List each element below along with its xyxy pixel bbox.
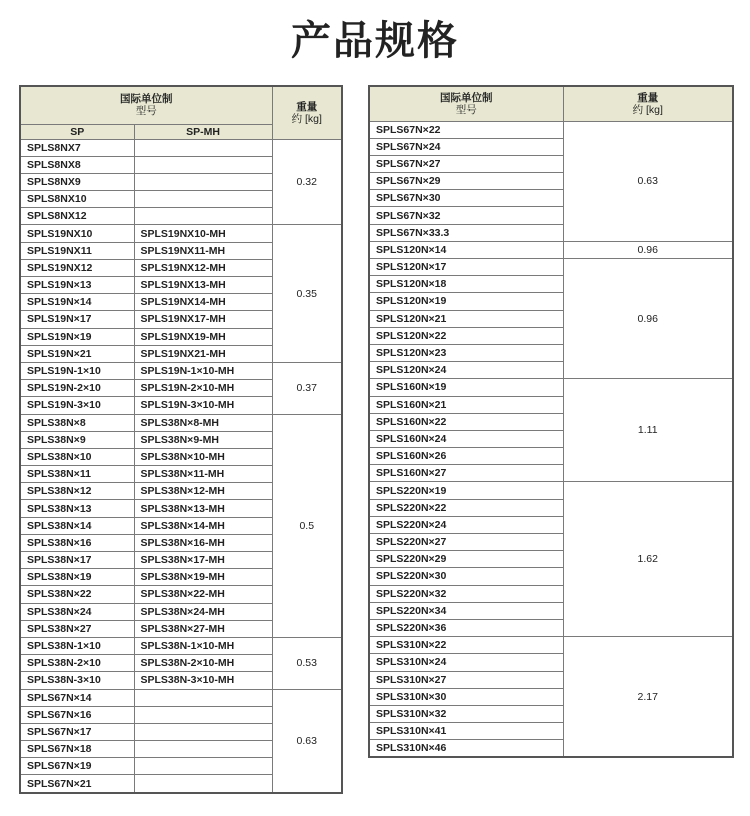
model-cell: SPLS120N×23 xyxy=(369,344,563,361)
sp-model-cell: SPLS38N×24 xyxy=(20,603,134,620)
spmh-model-cell: SPLS38N-1×10-MH xyxy=(134,637,272,654)
weight-cell: 0.32 xyxy=(272,139,342,225)
sp-model-cell: SPLS38N×13 xyxy=(20,500,134,517)
weight-header-right-line1: 重量 xyxy=(637,91,659,104)
model-cell: SPLS120N×14 xyxy=(369,241,563,258)
model-cell: SPLS120N×18 xyxy=(369,276,563,293)
table-row xyxy=(20,362,342,379)
weight-cell: 0.35 xyxy=(272,225,342,363)
spmh-model-cell: SPLS19NX21-MH xyxy=(134,345,272,362)
spmh-model-cell: SPLS38N×10-MH xyxy=(134,448,272,465)
table-row xyxy=(369,637,733,654)
weight-cell: 0.37 xyxy=(272,362,342,414)
weight-cell: 0.96 xyxy=(563,241,733,258)
spmh-model-cell xyxy=(134,758,272,775)
weight-header-right-line2: 约 [kg] xyxy=(632,103,663,116)
spmh-model-cell: SPLS38N×17-MH xyxy=(134,552,272,569)
sp-model-cell: SPLS8NX10 xyxy=(20,191,134,208)
spmh-model-cell xyxy=(134,156,272,173)
spmh-model-cell xyxy=(134,208,272,225)
sp-model-cell: SPLS38N-1×10 xyxy=(20,637,134,654)
spmh-model-cell xyxy=(134,706,272,723)
sp-model-cell: SPLS38N×12 xyxy=(20,483,134,500)
model-cell: SPLS160N×22 xyxy=(369,413,563,430)
table-row xyxy=(369,121,733,138)
model-cell: SPLS67N×29 xyxy=(369,173,563,190)
table-row xyxy=(20,689,342,706)
model-cell: SPLS220N×22 xyxy=(369,499,563,516)
spmh-model-cell: SPLS38N×19-MH xyxy=(134,569,272,586)
sp-model-cell: SPLS19N×17 xyxy=(20,311,134,328)
model-cell: SPLS220N×27 xyxy=(369,534,563,551)
spmh-model-cell: SPLS38N-3×10-MH xyxy=(134,672,272,689)
model-cell: SPLS67N×33.3 xyxy=(369,224,563,241)
col-sp-header: SP xyxy=(20,124,134,139)
sp-model-cell: SPLS8NX12 xyxy=(20,208,134,225)
spmh-model-cell: SPLS19N-1×10-MH xyxy=(134,362,272,379)
sp-model-cell: SPLS38N×14 xyxy=(20,517,134,534)
model-cell: SPLS160N×27 xyxy=(369,465,563,482)
sp-model-cell: SPLS38N×27 xyxy=(20,620,134,637)
spmh-model-cell xyxy=(134,139,272,156)
model-cell: SPLS120N×22 xyxy=(369,327,563,344)
sp-model-cell: SPLS19NX11 xyxy=(20,242,134,259)
sp-model-cell: SPLS19N×13 xyxy=(20,277,134,294)
model-cell: SPLS310N×41 xyxy=(369,723,563,740)
sp-model-cell: SPLS19N×21 xyxy=(20,345,134,362)
spmh-model-cell: SPLS19NX14-MH xyxy=(134,294,272,311)
model-cell: SPLS310N×24 xyxy=(369,654,563,671)
model-cell: SPLS120N×24 xyxy=(369,362,563,379)
sp-model-cell: SPLS38N×19 xyxy=(20,569,134,586)
sp-model-cell: SPLS38N×10 xyxy=(20,448,134,465)
spmh-model-cell: SPLS19NX19-MH xyxy=(134,328,272,345)
model-cell: SPLS67N×30 xyxy=(369,190,563,207)
sp-model-cell: SPLS67N×14 xyxy=(20,689,134,706)
sp-model-cell: SPLS67N×19 xyxy=(20,758,134,775)
weight-header xyxy=(272,86,342,139)
sp-model-cell: SPLS19NX10 xyxy=(20,225,134,242)
spmh-model-cell: SPLS38N×16-MH xyxy=(134,534,272,551)
sp-model-cell: SPLS67N×18 xyxy=(20,741,134,758)
model-cell: SPLS120N×17 xyxy=(369,259,563,276)
sp-model-cell: SPLS38N×16 xyxy=(20,534,134,551)
model-cell: SPLS220N×32 xyxy=(369,585,563,602)
model-cell: SPLS120N×19 xyxy=(369,293,563,310)
sp-model-cell: SPLS67N×17 xyxy=(20,723,134,740)
sp-model-cell: SPLS67N×16 xyxy=(20,706,134,723)
model-cell: SPLS67N×27 xyxy=(369,155,563,172)
weight-header-right xyxy=(563,86,733,121)
weight-cell: 0.53 xyxy=(272,637,342,689)
sp-model-cell: SPLS38N×17 xyxy=(20,552,134,569)
spmh-model-cell: SPLS38N×24-MH xyxy=(134,603,272,620)
spmh-model-cell xyxy=(134,173,272,190)
model-cell: SPLS310N×27 xyxy=(369,671,563,688)
spmh-model-cell: SPLS19NX11-MH xyxy=(134,242,272,259)
weight-header-line1: 重量 xyxy=(296,100,318,113)
sp-model-cell: SPLS19N-3×10 xyxy=(20,397,134,414)
unit-header-right-line2: 型号 xyxy=(455,103,477,116)
model-cell: SPLS120N×21 xyxy=(369,310,563,327)
spmh-model-cell: SPLS38N×13-MH xyxy=(134,500,272,517)
model-cell: SPLS220N×24 xyxy=(369,516,563,533)
model-cell: SPLS310N×46 xyxy=(369,740,563,758)
spmh-model-cell: SPLS19NX12-MH xyxy=(134,259,272,276)
unit-header-right-line1: 国际单位制 xyxy=(440,91,493,104)
spmh-model-cell xyxy=(134,775,272,793)
sp-model-cell: SPLS19N-2×10 xyxy=(20,380,134,397)
weight-cell: 1.11 xyxy=(563,379,733,482)
spmh-model-cell xyxy=(134,689,272,706)
sp-model-cell: SPLS19N×14 xyxy=(20,294,134,311)
sp-model-cell: SPLS8NX8 xyxy=(20,156,134,173)
sp-model-cell: SPLS67N×21 xyxy=(20,775,134,793)
spmh-model-cell xyxy=(134,723,272,740)
weight-cell: 2.17 xyxy=(563,637,733,758)
weight-cell: 0.63 xyxy=(563,121,733,241)
sp-model-cell: SPLS19NX12 xyxy=(20,259,134,276)
model-cell: SPLS220N×36 xyxy=(369,619,563,636)
spec-table-right xyxy=(368,85,734,758)
table-row xyxy=(369,259,733,276)
spmh-model-cell: SPLS38N×8-MH xyxy=(134,414,272,431)
spmh-model-cell xyxy=(134,191,272,208)
model-cell: SPLS220N×29 xyxy=(369,551,563,568)
spmh-model-cell: SPLS38N-2×10-MH xyxy=(134,655,272,672)
spmh-model-cell: SPLS19NX13-MH xyxy=(134,277,272,294)
unit-header xyxy=(20,86,272,124)
spec-table-left xyxy=(19,85,343,794)
sp-model-cell: SPLS19N×19 xyxy=(20,328,134,345)
unit-header-line2: 型号 xyxy=(135,105,157,118)
table-row xyxy=(20,225,342,242)
model-cell: SPLS67N×32 xyxy=(369,207,563,224)
model-cell: SPLS310N×32 xyxy=(369,705,563,722)
sp-model-cell: SPLS38N×11 xyxy=(20,466,134,483)
table-row xyxy=(369,241,733,258)
weight-cell: 0.63 xyxy=(272,689,342,793)
spmh-model-cell: SPLS38N×12-MH xyxy=(134,483,272,500)
sp-model-cell: SPLS38N×8 xyxy=(20,414,134,431)
model-cell: SPLS67N×22 xyxy=(369,121,563,138)
model-cell: SPLS220N×19 xyxy=(369,482,563,499)
unit-header-right xyxy=(369,86,563,121)
sp-model-cell: SPLS38N-3×10 xyxy=(20,672,134,689)
model-cell: SPLS310N×30 xyxy=(369,688,563,705)
table-row xyxy=(20,637,342,654)
sp-model-cell: SPLS8NX9 xyxy=(20,173,134,190)
page-title: 产品规格 xyxy=(291,18,459,64)
weight-cell: 1.62 xyxy=(563,482,733,637)
spmh-model-cell: SPLS19NX17-MH xyxy=(134,311,272,328)
model-cell: SPLS310N×22 xyxy=(369,637,563,654)
model-cell: SPLS160N×19 xyxy=(369,379,563,396)
unit-header-line1: 国际单位制 xyxy=(120,93,173,106)
table-row xyxy=(20,414,342,431)
model-cell: SPLS220N×34 xyxy=(369,602,563,619)
spmh-model-cell: SPLS38N×27-MH xyxy=(134,620,272,637)
model-cell: SPLS160N×26 xyxy=(369,448,563,465)
spmh-model-cell: SPLS38N×22-MH xyxy=(134,586,272,603)
model-cell: SPLS160N×21 xyxy=(369,396,563,413)
spmh-model-cell: SPLS19N-3×10-MH xyxy=(134,397,272,414)
table-row xyxy=(369,482,733,499)
model-cell: SPLS220N×30 xyxy=(369,568,563,585)
sp-model-cell: SPLS8NX7 xyxy=(20,139,134,156)
spmh-model-cell: SPLS38N×9-MH xyxy=(134,431,272,448)
spmh-model-cell xyxy=(134,741,272,758)
sp-model-cell: SPLS38N×9 xyxy=(20,431,134,448)
model-cell: SPLS67N×24 xyxy=(369,138,563,155)
weight-cell: 0.5 xyxy=(272,414,342,637)
spmh-model-cell: SPLS38N×14-MH xyxy=(134,517,272,534)
table-row xyxy=(369,379,733,396)
sp-model-cell: SPLS38N-2×10 xyxy=(20,655,134,672)
spmh-model-cell: SPLS19NX10-MH xyxy=(134,225,272,242)
sp-model-cell: SPLS38N×22 xyxy=(20,586,134,603)
col-spmh-header: SP-MH xyxy=(134,124,272,139)
spmh-model-cell: SPLS19N-2×10-MH xyxy=(134,380,272,397)
model-cell: SPLS160N×24 xyxy=(369,430,563,447)
table-row xyxy=(20,139,342,156)
weight-cell: 0.96 xyxy=(563,259,733,379)
spmh-model-cell: SPLS38N×11-MH xyxy=(134,466,272,483)
sp-model-cell: SPLS19N-1×10 xyxy=(20,362,134,379)
weight-header-line2: 约 [kg] xyxy=(291,112,322,125)
